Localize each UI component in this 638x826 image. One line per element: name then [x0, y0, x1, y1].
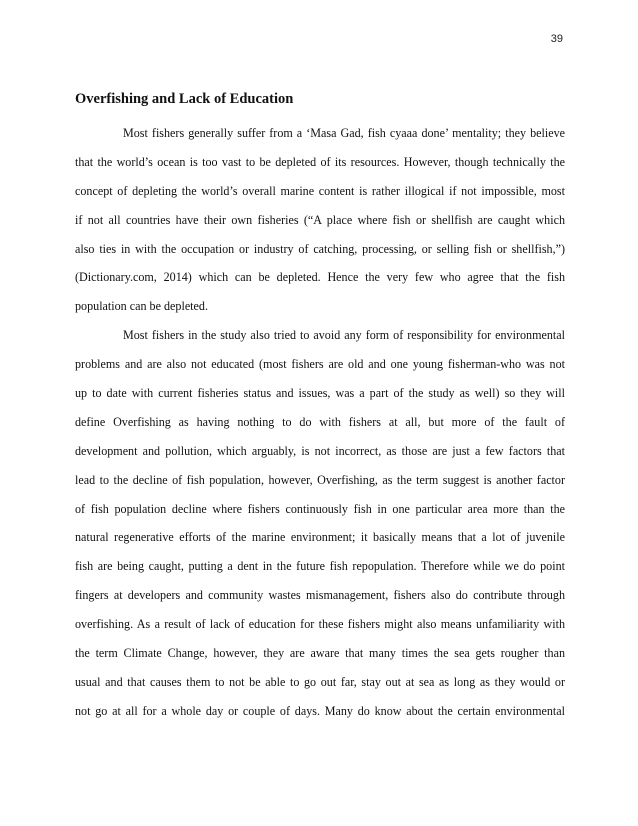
paragraph-2-line-2: problems and are also not educated (most fishers are old and one young fisherman-who was not: [75, 357, 565, 372]
paragraph-2-line-8: natural regenerative efforts of the marine environment; it basically means that a lot of juvenile: [75, 530, 565, 545]
paragraph-2-line-7: of fish population decline where fishers continuously fish in one particular area more than the: [75, 501, 565, 516]
paragraph-2-line-13: usual and that causes them to not be able to go out far, stay out at sea as long as they would or: [75, 674, 565, 689]
body-text: [75, 119, 565, 726]
paragraph-1-line-5: also ties in with the occupation or industry of catching, processing, or selling fish or shellfish,”): [75, 241, 565, 256]
paragraph-1-line-4: if not all countries have their own fisheries (“A place where fish or shellfish are caught which: [75, 212, 565, 227]
paragraph-2-line-9: fish are being caught, putting a dent in the future fish repopulation. Therefore while we do point: [75, 559, 565, 574]
paragraph-1-line-2: that the world’s ocean is too vast to be depleted of its resources. However, though technically the: [75, 154, 565, 169]
section-heading: Overfishing and Lack of Education: [75, 91, 294, 107]
paragraph-1-line-7: population can be depleted.: [75, 299, 208, 314]
paragraph-2-line-3: up to date with current fisheries status and issues, was a part of the study as well) so they will: [75, 386, 565, 401]
paragraph-2-line-4: define Overfishing as having nothing to do with fishers at all, but more of the fault of: [75, 414, 565, 429]
paragraph-2-line-1: Most fishers in the study also tried to avoid any form of responsibility for environmental: [123, 328, 565, 343]
paragraph-2-line-11: overfishing. As a result of lack of education for these fishers might also means unfamiliarity with: [75, 617, 565, 632]
paragraph-2-line-14: not go at all for a whole day or couple of days. Many do know about the certain environmental: [75, 703, 565, 718]
paragraph-2-line-5: development and pollution, which arguably, is not incorrect, as those are just a few factors that: [75, 443, 565, 458]
paragraph-1-line-3: concept of depleting the world’s overall marine content is rather illogical if not impossible, most: [75, 183, 565, 198]
page-number: 39: [550, 33, 563, 45]
paragraph-2-line-10: fingers at developers and community wastes mismanagement, fishers also do contribute through: [75, 588, 565, 603]
paragraph-1-line-1: Most fishers generally suffer from a ‘Masa Gad, fish cyaaa done’ mentality; they believe: [123, 126, 565, 140]
paragraph-1-line-6: (Dictionary.com, 2014) which can be depleted. Hence the very few who agree that the fish: [75, 270, 565, 285]
paragraph-2-line-6: lead to the decline of fish population, however, Overfishing, as the term suggest is another factor: [75, 472, 565, 487]
paragraph-2-line-12: the term Climate Change, however, they are aware that many times the sea gets rougher than: [75, 646, 565, 661]
